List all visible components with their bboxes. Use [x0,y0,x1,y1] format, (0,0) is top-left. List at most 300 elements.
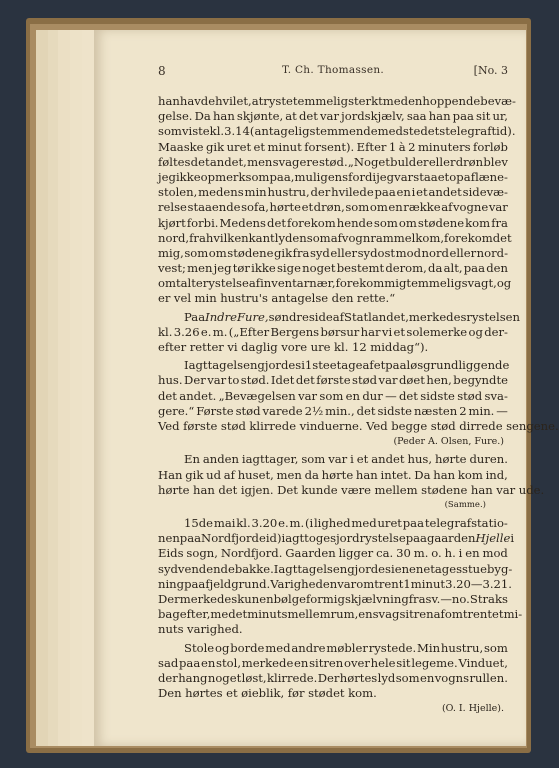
word: omtalte [158,276,203,291]
text-line [158,607,523,622]
word: minut [267,139,302,154]
word: — [496,403,508,418]
word: gik [274,245,293,260]
word: Straks [469,592,508,606]
text-line [158,261,508,276]
text-line [158,546,508,561]
word: Indre [205,309,237,324]
word: solemerke [406,324,468,339]
paragraph [158,516,523,638]
word: mig, [158,245,184,260]
word: i [301,358,305,373]
word: e. [278,516,289,531]
word: der- [484,324,508,339]
word: en [294,655,309,670]
word: 2½ [304,403,324,418]
word: som [319,388,344,403]
word: han [158,94,180,108]
word: stuebyg- [462,561,513,576]
word: merkede [241,655,294,670]
word: paa [179,655,201,670]
word: vi [381,324,393,339]
word: var [328,452,348,467]
word: hørte [435,452,467,467]
word: m. [289,516,305,531]
word: et [301,200,314,215]
word: fjeldgrund. [205,576,271,591]
paragraph [158,309,520,356]
word: telegrafstatio- [424,516,508,531]
word: e. [200,324,212,339]
word: søndre [268,309,309,324]
word: andet [371,452,405,467]
word: sitren [399,607,434,622]
word: hørtes [339,670,378,685]
word: han [470,482,493,497]
word: ur, [492,109,508,124]
word: af [332,309,344,324]
word: skjælvning [344,592,409,606]
word: som [158,124,182,139]
word: viste [181,124,210,139]
word: bevæ- [480,94,516,108]
word: muligens [294,169,349,184]
word: antagelse [271,291,329,306]
word: af [223,467,235,482]
word: første [183,418,218,433]
word: nord, [158,230,190,245]
word: nord- [476,245,508,260]
word: første [316,373,351,388]
word: den [486,261,508,276]
word: det [295,373,315,388]
word: sitren [309,655,344,670]
word: fra [491,215,508,230]
word: i [350,452,354,467]
word: enetages [409,561,463,576]
word: duren. [469,452,508,467]
word: af [362,358,374,373]
word: føltes [158,154,191,169]
word: men [276,467,302,482]
word: vognrammel [341,230,416,245]
word: hørte [158,482,190,497]
word: gik [205,139,225,154]
word: anden [202,452,239,467]
word: et [416,185,428,200]
word: næsten [413,403,458,418]
word: Eids [158,546,184,561]
word: Første [196,403,234,418]
word: om [369,200,388,215]
word: med [382,94,409,108]
word: paa [184,576,206,591]
word: møbler [326,640,368,655]
word: paa [405,531,427,546]
word: Iagttagelsen [184,358,258,373]
word: staaet [413,169,450,184]
word: en [394,561,410,576]
text-line [158,140,508,155]
word: en [396,185,411,200]
word: lyden [274,230,307,245]
word: stedets [402,124,446,139]
word: forekom [444,230,493,245]
word: om [208,245,227,260]
word: havde [179,94,216,108]
word: min [194,291,217,306]
word: begyndte [453,373,508,388]
word: sogn, [186,546,218,561]
word: Der [317,670,340,685]
word: 1ste [304,358,330,373]
word: Hjelle [475,531,511,546]
word: Ved [366,418,388,433]
text-line [158,641,508,656]
running-head [158,64,508,82]
word: 3.26 [173,324,200,339]
word: omtrent [444,607,493,622]
word: i [510,531,515,546]
word: blev [483,154,508,169]
word: som [395,670,420,685]
word: børsur [320,324,360,339]
word: intet. [380,467,412,482]
word: vendende [177,561,235,576]
word: forløb [473,139,508,154]
word: kl. [158,324,173,339]
word: Stole [184,640,215,655]
word: relse [158,200,187,215]
word: fra [189,230,206,245]
word: mai [213,516,236,531]
word: Den [158,686,182,701]
word: han [193,482,215,497]
word: døet [398,373,425,388]
word: kom. [348,686,377,701]
word: var [378,373,398,388]
word: mig [384,276,407,291]
word: vel [173,291,192,306]
text-line [158,671,508,686]
word: vest; [158,261,186,276]
word: sit [476,109,491,124]
word: som [301,452,326,467]
word: som [306,230,331,245]
word: en [465,546,480,561]
word: alt, [443,261,463,276]
word: andet, [209,154,247,169]
word: saa [406,109,427,124]
word: fordi [348,169,377,184]
word: et [373,358,386,373]
word: ligger [338,546,374,561]
word: stød. [240,373,270,388]
word: af [330,230,342,245]
word: svagt, [461,276,497,291]
word: over [343,655,370,670]
text-line [158,94,516,109]
word: være [341,482,372,497]
word: ikke [175,169,201,184]
word: hustru's [220,291,268,306]
word: en [259,592,274,606]
word: men [187,261,213,276]
word: sengene. [506,418,559,433]
text-line [158,516,508,531]
paragraph [158,94,516,307]
text-line [158,358,508,373]
word: to [227,373,240,388]
word: hus, [407,452,433,467]
word: kl. [334,340,349,354]
word: stød [220,418,246,433]
word: stødene [421,482,468,497]
word: Nordfjord. [220,546,283,561]
text-line [158,622,508,637]
word: lighed [313,516,351,531]
word: række [403,200,441,215]
text-line [158,124,516,139]
word: var [488,200,508,215]
word: var [207,373,227,388]
word: at [251,94,264,108]
signature: (O. I. Hjelle). [441,703,504,715]
word: bakke. [234,561,274,576]
word: som [483,640,508,655]
word: Statlandet, [344,309,409,324]
word: minut [410,576,446,591]
word: Der [184,373,206,388]
word: den [331,291,354,306]
word: m. [413,546,429,561]
text-line [158,404,508,419]
word: hustru, [440,640,484,655]
word: middag“). [370,340,429,354]
word: da [304,467,319,482]
word: et [226,686,238,701]
word: og [496,276,512,291]
word: medens [198,185,244,200]
word: 3.14 [224,124,250,139]
word: igjen. [240,482,274,497]
word: før [287,686,305,701]
word: mellemrum, [287,607,359,622]
word: en [345,388,360,403]
word: Da [194,109,211,124]
word: Bergens [270,324,320,339]
word: bølgeformig [273,592,345,606]
word: han [428,109,451,124]
word: jordrystelse [336,531,406,546]
word: sydost [357,245,396,260]
word: — [385,388,397,403]
word: var [320,109,340,124]
word: var [496,482,516,497]
word: nen [158,531,180,546]
word: stol, [216,655,242,670]
text-line [158,592,508,607]
word: eller [330,245,358,260]
word: et [393,324,406,339]
text-line [158,246,508,261]
header-title: T. Ch. Thomassen. [281,64,385,76]
paragraph-gap [158,717,508,720]
word: ca. [376,546,394,561]
word: syd [158,561,178,576]
word: derom, [385,261,427,276]
word: gere.“ [158,403,195,418]
word: Han [158,467,183,482]
word: løst, [241,670,267,685]
word: i [390,561,395,576]
word: Ved [158,418,180,433]
issue-number: [No. 3 [473,64,508,77]
word: en [420,670,435,685]
word: dirrede [459,418,503,433]
word: minuts [247,607,288,622]
word: gjordes [347,561,391,576]
word: det [158,388,177,403]
word: à [398,139,406,154]
word: jeg [158,169,176,184]
word: klirrede. [266,670,318,685]
word: han [355,467,378,482]
word: og [214,640,230,655]
word: Der [158,592,180,606]
word: et [253,139,266,154]
word: staaende [187,200,241,215]
word: af [248,276,261,291]
word: læne- [475,169,508,184]
page-number: 8 [158,64,166,78]
word: 1 [388,139,397,154]
word: hustru, [267,185,310,200]
text-line [158,216,508,231]
text-line [158,561,513,577]
word: hele [370,655,396,670]
word: nuts [158,622,184,637]
word: at [285,109,297,124]
word: har [360,324,381,339]
word: med [351,516,377,531]
word: ryste [263,94,293,108]
word: gik [185,467,204,482]
paragraph [158,358,559,449]
word: vi [227,340,238,354]
word: svagere [272,154,319,169]
word: Paa [184,309,206,324]
word: Varigheden [270,576,338,591]
word: i [458,546,463,561]
word: mod [482,546,508,561]
word: begge [391,418,428,433]
word: 2 [408,139,416,154]
word: hende [336,215,373,230]
word: var [298,388,318,403]
word: da [428,261,443,276]
word: som [184,245,209,260]
word: han [433,467,456,482]
word: iagttoges [281,531,337,546]
word: forekom [287,215,336,230]
word: „Bevægelsen [218,388,296,403]
word: forsent). [304,139,355,154]
word: vinduerne. [299,418,363,433]
word: sofa, [241,200,269,215]
word: nord [421,245,449,260]
text-line [158,170,508,185]
word: er [158,291,171,306]
word: paa [179,531,202,546]
word: stød [352,373,378,388]
word: forekom [335,276,385,291]
text-line [158,418,559,434]
word: drøn, [313,200,345,215]
word: fra [292,245,310,260]
word: nær, [309,276,336,291]
word: kl. [236,516,251,531]
word: ure [310,340,331,354]
word: paa [402,516,425,531]
word: Gaarden [285,546,336,561]
word: Vinduet, [458,655,508,670]
word: min. [468,403,495,418]
word: rystelsen [466,309,520,324]
word: 1 [403,576,411,591]
word: det [298,109,318,124]
paragraph [158,452,545,513]
word: med [265,640,291,655]
word: skjønte, [236,109,284,124]
word: rystede. [368,640,417,655]
word: en [358,607,373,622]
word: løs [406,358,424,373]
word: omtrent [356,576,404,591]
word: ind, [485,467,508,482]
word: det [190,154,210,169]
signature: (Samme.) [444,499,486,510]
word: 15de [184,516,214,531]
text-line [158,291,508,306]
word: Iagttagelsen [273,561,348,576]
word: et [356,452,369,467]
word: Efter [356,139,387,154]
signature: (Peder A. Olsen, Fure.) [393,436,504,448]
word: jeg [376,169,395,184]
text-line [158,340,508,355]
word: rystelse [202,276,249,291]
word: grund [423,358,459,373]
word: hvilede [331,185,374,200]
word: efter [158,340,187,354]
word: hvilet, [215,94,252,108]
word: Min [417,640,441,655]
word: bulder [390,154,429,169]
word: Medens [219,215,266,230]
word: sterkt [348,94,383,108]
word: („Efter [228,324,270,339]
word: kom [465,215,491,230]
word: hang [178,670,208,685]
word: paa, [269,169,295,184]
word: hørtes [185,686,223,701]
text-line [158,276,512,291]
word: sidevæ- [462,185,508,200]
word: 3.20 [251,516,278,531]
word: forbi. [186,215,219,230]
text-line [158,109,508,124]
